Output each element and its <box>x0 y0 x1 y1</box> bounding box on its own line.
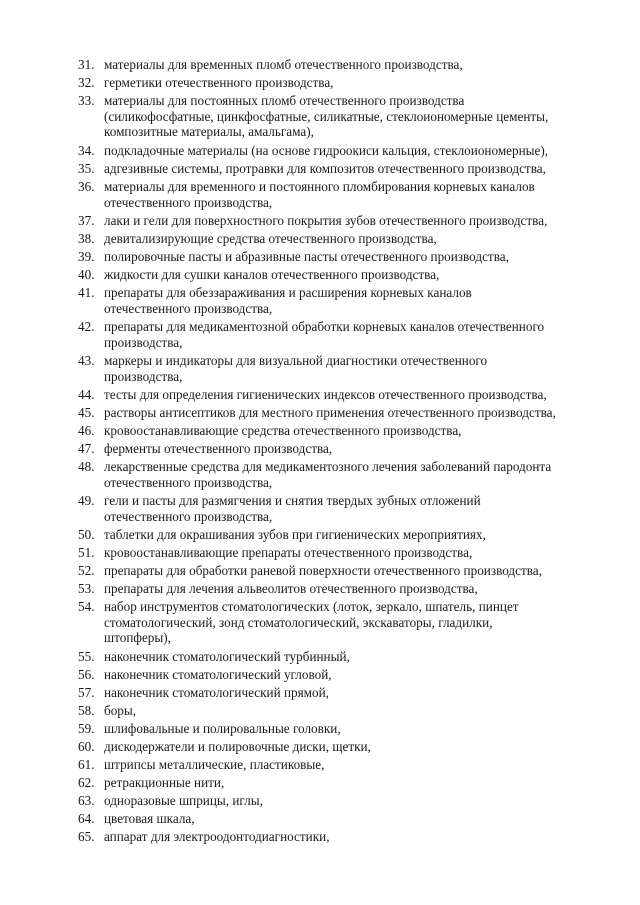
list-item-text: цветовая шкала, <box>104 811 195 826</box>
list-item <box>78 285 626 316</box>
list-item-text: препараты для обеззараживания и расширения корневых каналов <box>104 285 472 300</box>
list-item-first-line <box>78 721 626 737</box>
list-item-text: тесты для определения гигиенических индексов отечественного производства, <box>104 387 547 402</box>
list-item-number: 36. <box>78 179 95 194</box>
list-item <box>78 459 626 490</box>
list-item-first-line <box>78 143 626 159</box>
list-item-continuation-line <box>78 335 626 351</box>
list-item-text: герметики отечественного производства, <box>104 75 334 90</box>
list-item-number: 38. <box>78 231 95 246</box>
list-item-number: 40. <box>78 267 95 282</box>
list-item-continuation-line <box>78 301 626 317</box>
list-item <box>78 721 626 737</box>
list-item <box>78 563 626 579</box>
list-item <box>78 493 626 524</box>
list-item-continuation-line <box>78 509 626 525</box>
list-item-first-line <box>78 599 626 615</box>
list-item-number: 50. <box>78 527 95 542</box>
list-item-number: 42. <box>78 319 95 334</box>
list-item-first-line <box>78 793 626 809</box>
list-item-first-line <box>78 829 626 845</box>
list-item-first-line <box>78 231 626 247</box>
list-item <box>78 75 626 91</box>
list-item-number: 48. <box>78 459 95 474</box>
list-item <box>78 685 626 701</box>
list-item <box>78 739 626 755</box>
list-item-text: наконечник стоматологический турбинный, <box>104 649 350 664</box>
list-item-continuation-line <box>78 475 626 491</box>
list-item <box>78 581 626 597</box>
list-item <box>78 793 626 809</box>
list-item-text: материалы для временного и постоянного пломбирования корневых каналов <box>104 179 535 194</box>
list-item <box>78 703 626 719</box>
list-item-first-line <box>78 493 626 509</box>
list-item <box>78 545 626 561</box>
list-item-number: 64. <box>78 811 95 826</box>
list-item <box>78 267 626 283</box>
list-item-number: 32. <box>78 75 95 90</box>
list-item-number: 45. <box>78 405 95 420</box>
list-item <box>78 599 626 646</box>
list-item-first-line <box>78 179 626 195</box>
list-item-first-line <box>78 441 626 457</box>
list-item-text: наконечник стоматологический угловой, <box>104 667 332 682</box>
list-item-first-line <box>78 267 626 283</box>
list-item-text: кровоостанавливающие препараты отечественного производства, <box>104 545 473 560</box>
list-item-text: производства, <box>104 334 183 350</box>
list-item-first-line <box>78 353 626 369</box>
list-item-text: гели и пасты для размягчения и снятия твердых зубных отложений <box>104 493 481 508</box>
list-item-number: 47. <box>78 441 95 456</box>
list-item-text: отечественного производства, <box>104 300 273 316</box>
list-item-first-line <box>78 161 626 177</box>
list-item-number: 31. <box>78 57 95 72</box>
list-item <box>78 423 626 439</box>
list-item-text: ретракционные нити, <box>104 775 225 790</box>
list-item-text: растворы антисептиков для местного применения отечественного производства, <box>104 405 556 420</box>
list-item-number: 56. <box>78 667 95 682</box>
list-item-number: 55. <box>78 649 95 664</box>
list-item-number: 37. <box>78 213 95 228</box>
list-item-number: 59. <box>78 721 95 736</box>
list-item <box>78 353 626 384</box>
list-item-continuation-line <box>78 109 626 125</box>
list-item-continuation-line <box>78 369 626 385</box>
list-item-number: 46. <box>78 423 95 438</box>
list-item-text: композитные материалы, амальгама), <box>104 124 314 140</box>
list-item-number: 61. <box>78 757 95 772</box>
list-item-text: девитализирующие средства отечественного производства, <box>104 231 437 246</box>
list-item-first-line <box>78 757 626 773</box>
list-item-first-line <box>78 563 626 579</box>
list-item-text: штрипсы металлические, пластиковые, <box>104 757 325 772</box>
list-item-first-line <box>78 527 626 543</box>
list-item <box>78 811 626 827</box>
list-item <box>78 527 626 543</box>
list-item-number: 58. <box>78 703 95 718</box>
list-item-first-line <box>78 285 626 301</box>
list-item <box>78 161 626 177</box>
list-item-text: отечественного производства, <box>104 474 273 490</box>
list-item-first-line <box>78 459 626 475</box>
list-item-text: (силикофосфатные, цинкфосфатные, силикатные, стеклоиономерные цементы, <box>104 108 549 124</box>
list-item-first-line <box>78 775 626 791</box>
list-item-text: жидкости для сушки каналов отечественного производства, <box>104 267 440 282</box>
list-item-text: подкладочные материалы (на основе гидроокиси кальция, стеклоиономерные), <box>104 143 549 158</box>
list-item <box>78 775 626 791</box>
list-item <box>78 231 626 247</box>
list-item-text: набор инструментов стоматологических (лоток, зеркало, шпатель, пинцет <box>104 599 519 614</box>
list-item-continuation-line <box>78 630 626 646</box>
list-item-number: 53. <box>78 581 95 596</box>
list-item-text: материалы для постоянных пломб отечественного производства <box>104 93 465 108</box>
list-item <box>78 319 626 350</box>
list-item-number: 34. <box>78 143 95 158</box>
list-item-first-line <box>78 319 626 335</box>
list-item-text: шлифовальные и полировальные головки, <box>104 721 341 736</box>
list-item-text: боры, <box>104 703 137 718</box>
list-item-text: наконечник стоматологический прямой, <box>104 685 329 700</box>
list-item-number: 44. <box>78 387 95 402</box>
list-item-first-line <box>78 739 626 755</box>
list-item-first-line <box>78 57 626 73</box>
list-item <box>78 213 626 229</box>
list-item-first-line <box>78 423 626 439</box>
list-item-number: 57. <box>78 685 95 700</box>
list-item-first-line <box>78 405 626 421</box>
list-item-text: полировочные пасты и абразивные пасты отечественного производства, <box>104 249 509 264</box>
list-item-first-line <box>78 811 626 827</box>
list-item-number: 39. <box>78 249 95 264</box>
list-item <box>78 441 626 457</box>
list-item-first-line <box>78 703 626 719</box>
list-item-text: лекарственные средства для медикаментозного лечения заболеваний пародонта <box>104 459 552 474</box>
list-item-first-line <box>78 75 626 91</box>
list-item <box>78 387 626 403</box>
list-item-text: стоматологический, зонд стоматологический, экскаваторы, гладилки, <box>104 614 493 630</box>
list-item-text: препараты для лечения альвеолитов отечественного производства, <box>104 581 478 596</box>
list-item-continuation-line <box>78 615 626 631</box>
list-item-number: 54. <box>78 599 95 614</box>
list-item-first-line <box>78 667 626 683</box>
list-item-text: штопферы), <box>104 630 171 646</box>
list-item <box>78 93 626 140</box>
list-item-text: материалы для временных пломб отечественного производства, <box>104 57 463 72</box>
list-item-text: препараты для обработки раневой поверхности отечественного производства, <box>104 563 542 578</box>
list-item-number: 51. <box>78 545 95 560</box>
list-item-text: лаки и гели для поверхностного покрытия зубов отечественного производства, <box>104 213 548 228</box>
list-item-number: 43. <box>78 353 95 368</box>
list-item-first-line <box>78 93 626 109</box>
list-item-first-line <box>78 685 626 701</box>
list-item-text: маркеры и индикаторы для визуальной диагностики отечественного <box>104 353 488 368</box>
list-item-text: одноразовые шприцы, иглы, <box>104 793 263 808</box>
list-item <box>78 57 626 73</box>
list-item-number: 41. <box>78 285 95 300</box>
list-item-text: препараты для медикаментозной обработки корневых каналов отечественного <box>104 319 545 334</box>
list-item <box>78 405 626 421</box>
list-item-first-line <box>78 387 626 403</box>
list-item-number: 62. <box>78 775 95 790</box>
list-item-number: 52. <box>78 563 95 578</box>
list-item <box>78 757 626 773</box>
list-item-continuation-line <box>78 124 626 140</box>
list-item-text: кровоостанавливающие средства отечественного производства, <box>104 423 462 438</box>
list-item-number: 65. <box>78 829 95 844</box>
list-item-continuation-line <box>78 195 626 211</box>
list-item-number: 35. <box>78 161 95 176</box>
list-item <box>78 143 626 159</box>
list-item <box>78 667 626 683</box>
list-item-text: адгезивные системы, протравки для композитов отечественного производства, <box>104 161 546 176</box>
list-item <box>78 829 626 845</box>
list-item <box>78 249 626 265</box>
list-item-number: 49. <box>78 493 95 508</box>
list-item-text: дискодержатели и полировочные диски, щетки, <box>104 739 371 754</box>
list-item-number: 60. <box>78 739 95 754</box>
list-item-text: отечественного производства, <box>104 508 273 524</box>
list-item-first-line <box>78 249 626 265</box>
list-item <box>78 649 626 665</box>
list-item-first-line <box>78 649 626 665</box>
list-item-first-line <box>78 581 626 597</box>
list-item-first-line <box>78 213 626 229</box>
list-item-text: ферменты отечественного производства, <box>104 441 333 456</box>
list-item-number: 63. <box>78 793 95 808</box>
list-item-text: отечественного производства, <box>104 194 273 210</box>
list-item-first-line <box>78 545 626 561</box>
list-item-text: аппарат для электроодонтодиагностики, <box>104 829 330 844</box>
list-item-text: таблетки для окрашивания зубов при гигиенических мероприятиях, <box>104 527 486 542</box>
list-item-number: 33. <box>78 93 95 108</box>
list-item <box>78 179 626 210</box>
list-item-text: производства, <box>104 368 183 384</box>
